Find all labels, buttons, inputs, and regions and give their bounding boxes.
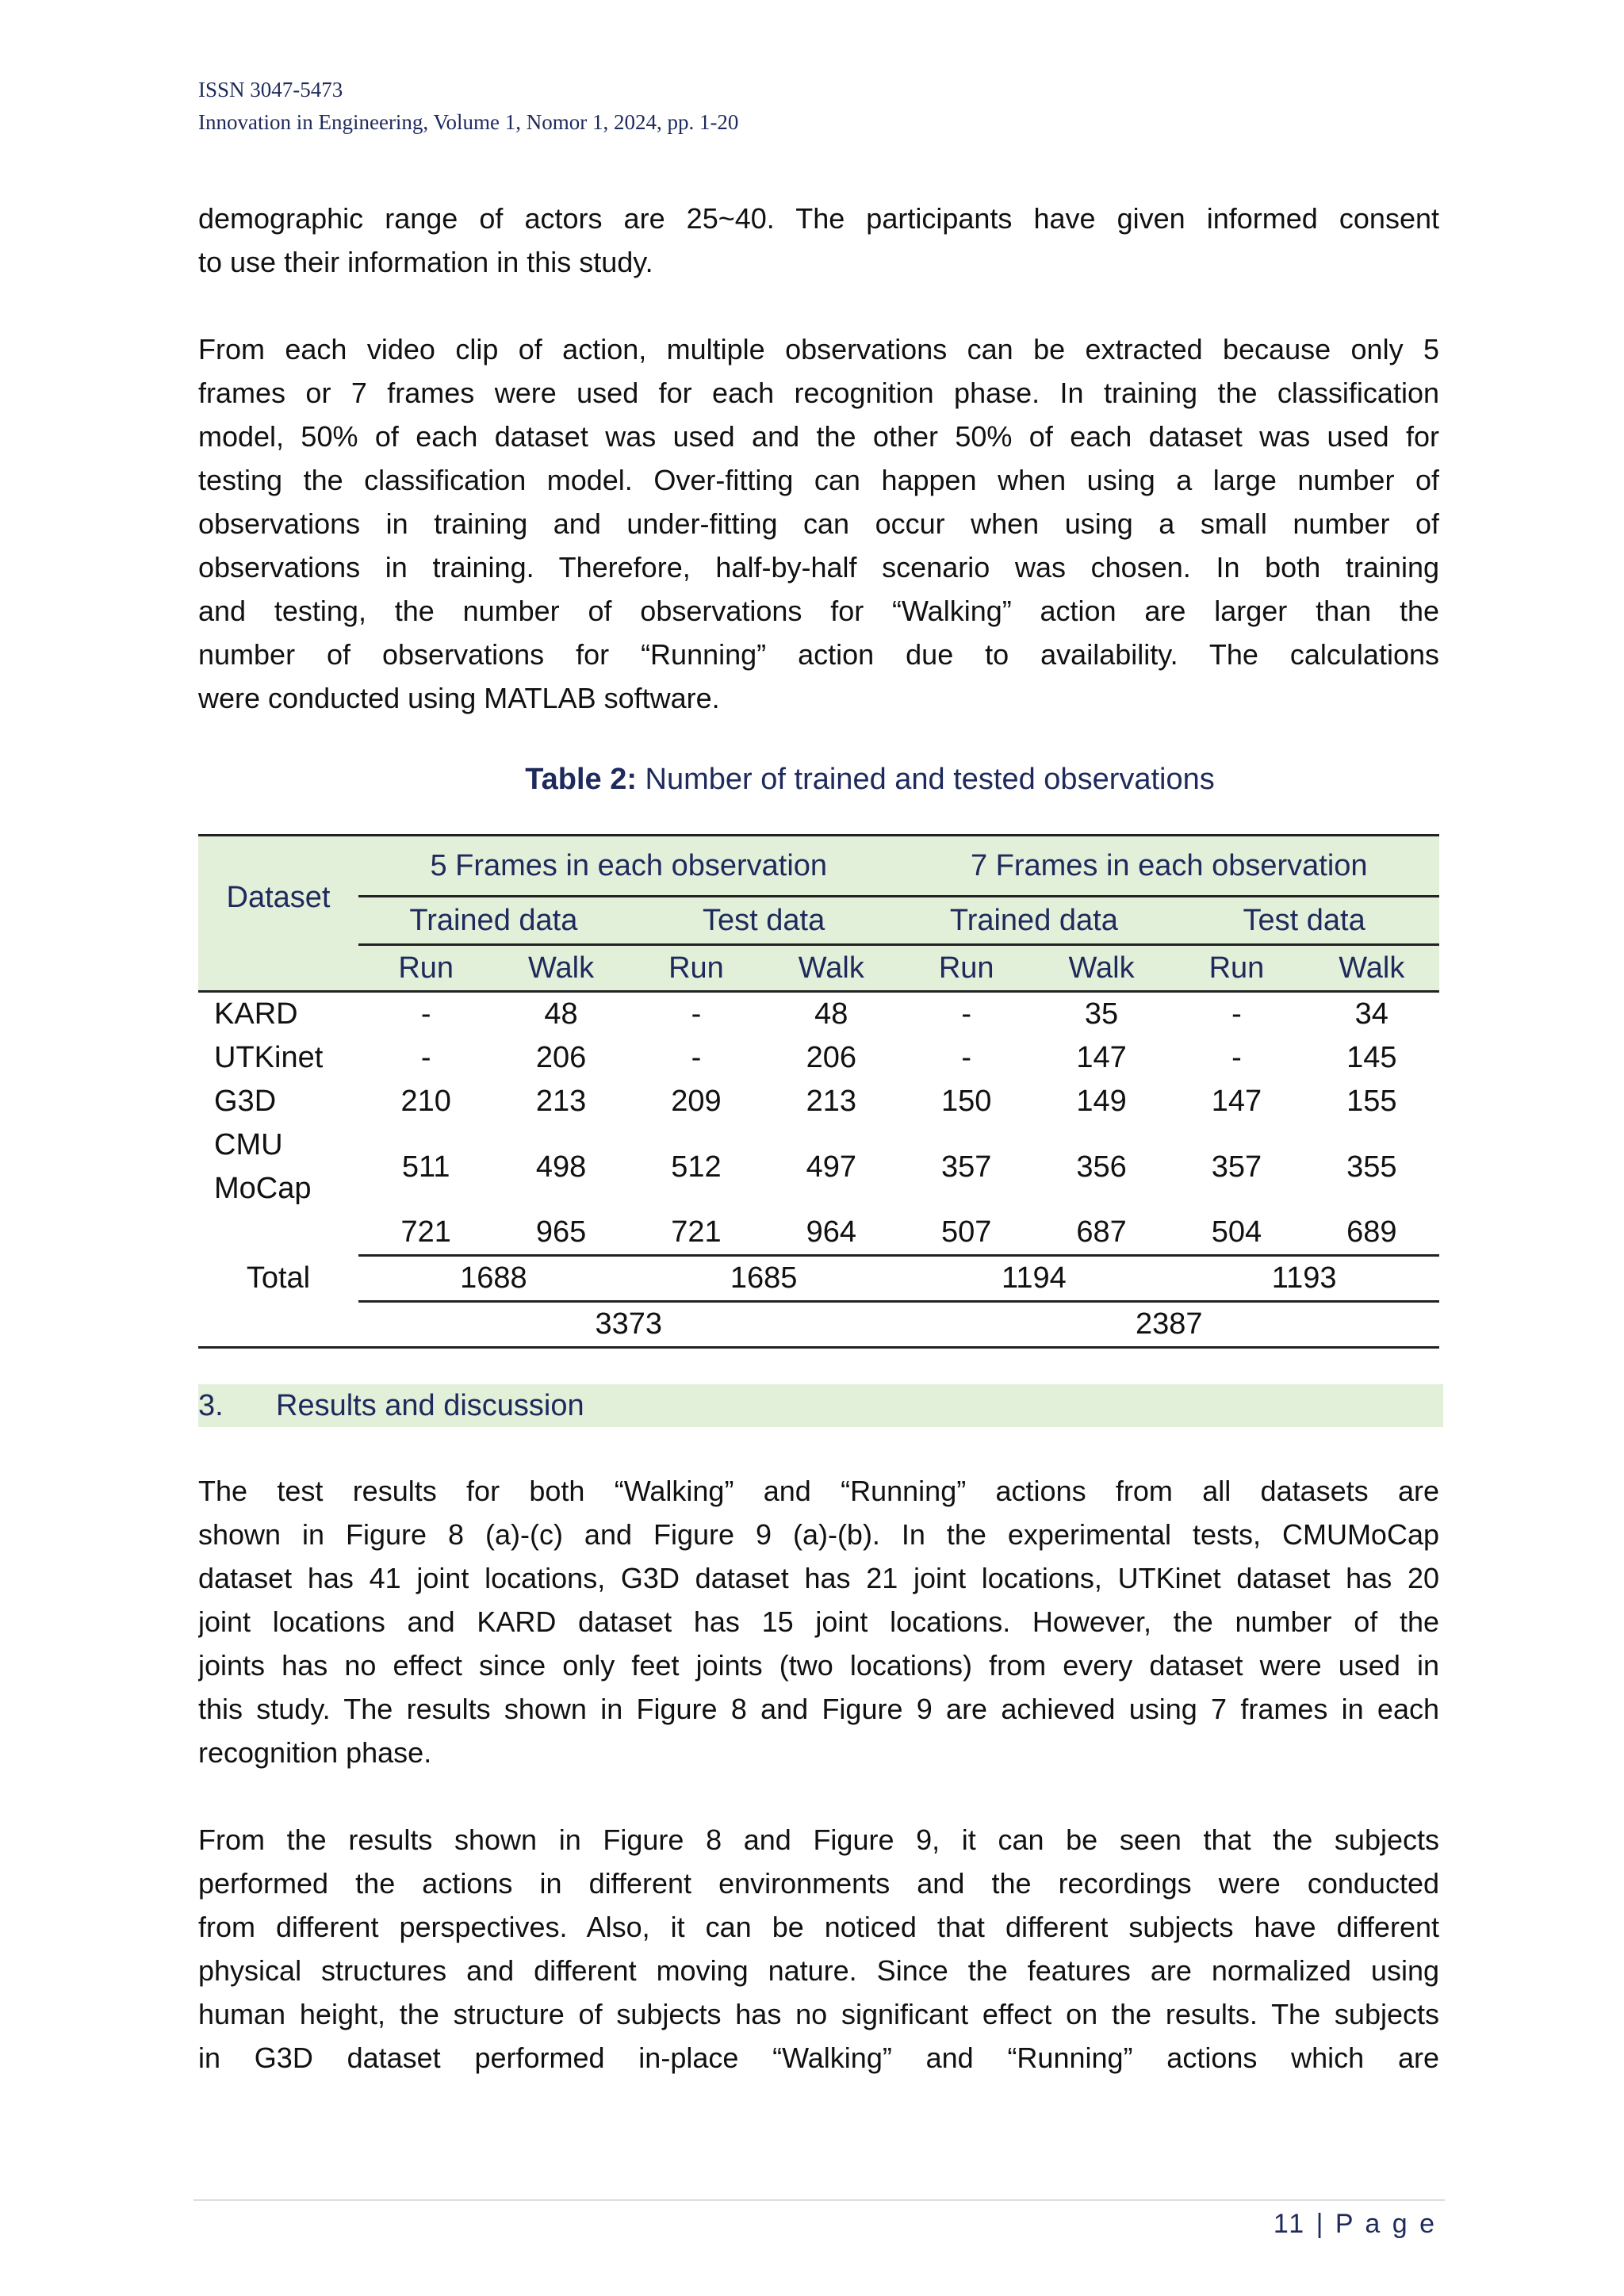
subtotal-cell: 1685 — [629, 1256, 899, 1302]
table-row — [198, 1123, 1439, 1211]
observations-table — [198, 834, 1439, 1349]
cell: 150 — [940, 1085, 992, 1118]
table-row — [198, 1036, 1439, 1080]
table-row-total — [198, 1256, 1439, 1302]
text-line: The test results for both “Walking” and “Running” actions from all datasets are — [198, 1475, 1439, 1507]
cell: 356 — [1076, 1150, 1127, 1184]
section-number: 3. — [198, 1389, 224, 1422]
col-header: Run — [629, 945, 764, 992]
dataset-header: Dataset — [198, 836, 358, 992]
cell: 149 — [1076, 1085, 1127, 1118]
col-header: Walk — [1034, 945, 1169, 992]
cell: 507 — [899, 1211, 1034, 1256]
table-row — [198, 992, 1439, 1037]
group-header: 5 Frames in each observation — [358, 836, 899, 897]
cell: 964 — [764, 1211, 898, 1256]
total-label: Total — [246, 1261, 311, 1295]
text-line: From the results shown in Figure 8 and Figure 9, it can be seen that the subjects — [198, 1823, 1439, 1856]
journal-issn: ISSN 3047-5473 — [198, 78, 343, 101]
col-header: Walk — [764, 945, 898, 992]
cell: 965 — [493, 1211, 628, 1256]
cell: - — [420, 997, 431, 1031]
section-title: Results and discussion — [276, 1389, 584, 1422]
subtotal-cell: 1688 — [358, 1256, 629, 1302]
cell: - — [1231, 1041, 1242, 1074]
page-number: 11 | P a g e — [1273, 2209, 1437, 2239]
cell: 721 — [358, 1211, 493, 1256]
table-caption-text: Number of trained and tested observations — [637, 763, 1215, 796]
text-line: model, 50% of each dataset was used and the other 50% of each dataset was used for — [198, 420, 1439, 453]
cell: 210 — [400, 1085, 451, 1118]
cell: 687 — [1034, 1211, 1169, 1256]
subtotal-cell: 1193 — [1169, 1256, 1439, 1302]
cell: 48 — [544, 997, 578, 1031]
paragraph-4 — [198, 1818, 1439, 2080]
table-row-grand-total — [198, 1302, 1439, 1348]
text-line: observations in training. Therefore, half-by-half scenario was chosen. In both training — [198, 551, 1439, 584]
subtotal-cell: 1194 — [899, 1256, 1170, 1302]
cell: - — [691, 1041, 702, 1074]
text-line: number of observations for “Running” action due to availability. The calculations — [198, 638, 1439, 671]
cell: 147 — [1211, 1085, 1262, 1118]
text-line: human height, the structure of subjects has no significant effect on the results. The subjects — [198, 1998, 1439, 2030]
col-header: Run — [899, 945, 1034, 992]
section-heading — [198, 1384, 1443, 1427]
cell: 721 — [629, 1211, 764, 1256]
cell: 355 — [1346, 1150, 1397, 1184]
subgroup-header: Trained data — [899, 897, 1170, 945]
cell: - — [1231, 997, 1242, 1031]
text-line: joint locations and KARD dataset has 15 joint locations. However, the number of the — [198, 1605, 1439, 1638]
text-line: from different perspectives. Also, it can be noticed that different subjects have different — [198, 1911, 1439, 1943]
paragraph-1 — [198, 197, 1439, 284]
cell: 48 — [814, 997, 848, 1031]
text-line: to use their information in this study. — [198, 246, 653, 278]
subgroup-header: Trained data — [358, 897, 629, 945]
cell: 498 — [535, 1150, 587, 1184]
grand-total-cell: 2387 — [899, 1302, 1440, 1348]
table-row-sums — [198, 1211, 1439, 1256]
paragraph-2 — [198, 327, 1439, 720]
text-line: joints has no effect since only feet joints (two locations) from every dataset were used in — [198, 1649, 1439, 1682]
row-label — [198, 1123, 358, 1211]
cell: 511 — [401, 1150, 450, 1184]
row-label: UTKinet — [214, 1041, 324, 1074]
subgroup-header: Test data — [629, 897, 899, 945]
text-line: From each video clip of action, multiple observations can be extracted because only 5 — [198, 333, 1439, 365]
cell: 213 — [806, 1085, 857, 1118]
cell: 504 — [1169, 1211, 1304, 1256]
col-header: Walk — [1304, 945, 1439, 992]
cell: 147 — [1076, 1041, 1127, 1074]
table-caption — [0, 763, 1624, 797]
text-line: recognition phase. — [198, 1736, 432, 1769]
subgroup-header: Test data — [1169, 897, 1439, 945]
table-caption-label: Table 2: — [525, 763, 637, 796]
row-label: KARD — [214, 997, 298, 1031]
row-label — [198, 1211, 358, 1256]
row-label-line: CMU — [214, 1128, 283, 1161]
cell: 497 — [806, 1150, 857, 1184]
group-header: 7 Frames in each observation — [899, 836, 1440, 897]
paragraph-3 — [198, 1469, 1439, 1774]
cell: - — [961, 1041, 972, 1074]
text-line: were conducted using MATLAB software. — [198, 682, 720, 714]
cell: 213 — [535, 1085, 587, 1118]
text-line: this study. The results shown in Figure 8 and Figure 9 are achieved using 7 frames in each — [198, 1693, 1439, 1725]
text-line: demographic range of actors are 25~40. The participants have given informed consent — [198, 202, 1439, 235]
journal-citation: Innovation in Engineering, Volume 1, Nomor 1, 2024, pp. 1-20 — [198, 110, 739, 134]
text-line: physical structures and different moving nature. Since the features are normalized using — [198, 1954, 1439, 1987]
text-line: frames or 7 frames were used for each recognition phase. In training the classification — [198, 377, 1439, 409]
cell: 34 — [1354, 997, 1388, 1031]
cell: 35 — [1084, 997, 1119, 1031]
footer-divider — [193, 2199, 1445, 2201]
text-line: shown in Figure 8 (a)-(c) and Figure 9 (a)-(b). In the experimental tests, CMUMoCap — [198, 1518, 1439, 1551]
col-header: Run — [1169, 945, 1304, 992]
cell: - — [420, 1041, 431, 1074]
row-label-line: MoCap — [214, 1172, 312, 1205]
text-line: in G3D dataset performed in-place “Walking” and “Running” actions which are — [198, 2042, 1439, 2074]
cell: 512 — [671, 1150, 722, 1184]
text-line: testing the classification model. Over-fitting can happen when using a large number of — [198, 464, 1439, 496]
text-line: dataset has 41 joint locations, G3D dataset has 21 joint locations, UTKinet dataset has 20 — [198, 1562, 1439, 1594]
cell: 206 — [535, 1041, 587, 1074]
cell: 357 — [940, 1150, 992, 1184]
col-header: Walk — [493, 945, 628, 992]
text-line: and testing, the number of observations for “Walking” action are larger than the — [198, 595, 1439, 627]
text-line: performed the actions in different environments and the recordings were conducted — [198, 1867, 1439, 1900]
text-line: observations in training and under-fitting can occur when using a small number of — [198, 507, 1439, 540]
cell: - — [691, 997, 702, 1031]
cell: 357 — [1211, 1150, 1262, 1184]
cell: 145 — [1346, 1041, 1397, 1074]
table-row — [198, 1080, 1439, 1123]
cell: - — [961, 997, 972, 1031]
row-label: G3D — [214, 1085, 277, 1118]
col-header: Run — [358, 945, 493, 992]
cell: 155 — [1346, 1085, 1397, 1118]
cell: 209 — [671, 1085, 722, 1118]
cell: 689 — [1304, 1211, 1439, 1256]
grand-total-cell: 3373 — [358, 1302, 899, 1348]
cell: 206 — [806, 1041, 857, 1074]
